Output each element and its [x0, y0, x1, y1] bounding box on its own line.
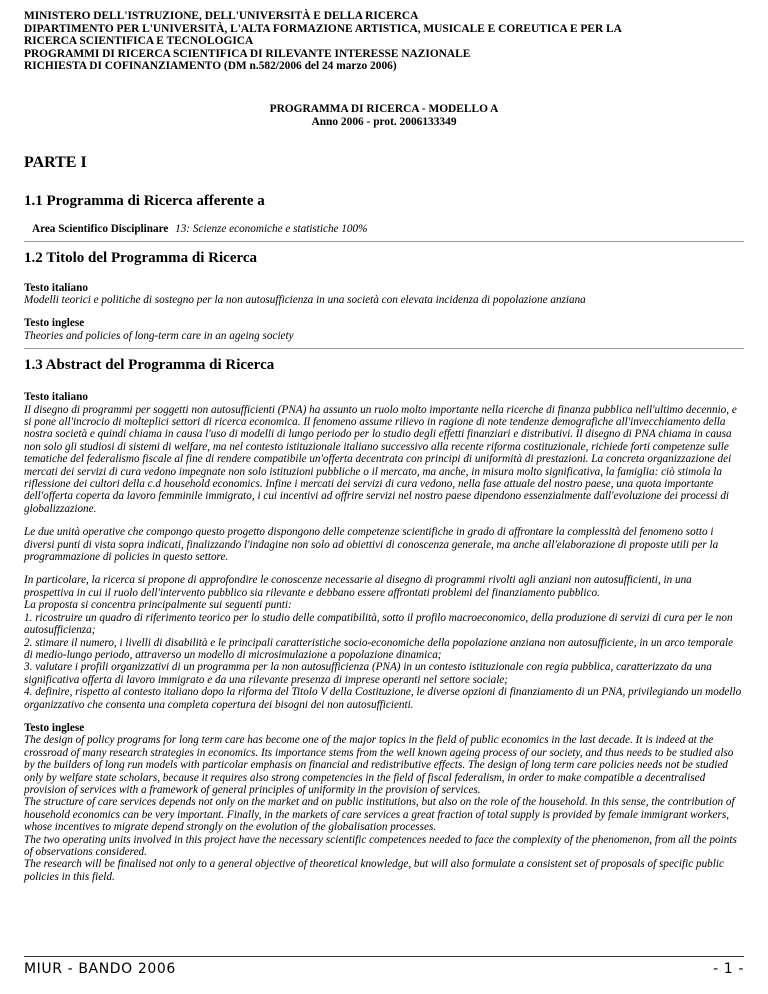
- abstract-en-line: The two operating units involved in this project have the necessary scientific competences needed to face the complexity of the phenomenon, from all the points of observations considered.: [24, 833, 737, 858]
- header-line: DIPARTIMENTO PER L'UNIVERSITÀ, L'ALTA FORMAZIONE ARTISTICA, MUSICALE E COREUTICA E PER LA: [24, 22, 622, 35]
- area-row: [24, 223, 744, 235]
- abstract-it-points: [24, 574, 744, 710]
- document-page: [24, 10, 744, 883]
- page-footer: [24, 956, 744, 977]
- abstract-en-line: The research will be finalised not only to a general objective of theoretical knowledge, but will also formulate a consistent set of proposals of specific public policies in this field.: [24, 858, 724, 883]
- page-number: - 1 -: [713, 961, 744, 977]
- abstract-it-line: 1. ricostruire un quadro di riferimento teorico per lo studio delle compatibilità, sotto il profilo macroeconomico, della produzione di servizi di cura per le non autosufficienza;: [24, 611, 733, 637]
- area-value: 13: Scienze economiche e statistiche 100%: [175, 223, 368, 236]
- abstract-it-line: In particolare, la ricerca si propone di approfondire le conoscenze necessarie al disegno di programmi rivolti agli anziani non autosufficienti, in una prospettiva in cui il ruolo dell'intervento pubblico sia rilevante e debbano essere affrontati problemi del finanziamento pubblico.: [24, 574, 692, 599]
- abstract-en-line: The design of policy programs for long term care has become one of the major topics in the field of public economics in the last decade. It is indeed at the crossroad of many research strategies in economics. Its importance stems from the well known ageing process of our society, and thus needs to be studied also by the builders of long run models with particolar emphasis on financial and redistributive effects. The design of long term care policies needs not be studied only by welfare state scholars, because it requires also strong competencies in the field of fiscal federalism, in order to make compatible a decentralised provision of services with a framework of general principles of uniformity in the provision of services.: [24, 734, 734, 796]
- abstract-it-line: 4. definire, rispetto al contesto italiano dopo la riforma del Titolo V della Costituzione, le diverse opzioni di finanziamento di un PNA, privilegiando un modello organizzativo che consenta una completa copertura dei bisogni dei non autosufficienti.: [24, 686, 742, 711]
- section-1-3-heading: 1.3 Abstract del Programma di Ricerca: [24, 357, 275, 374]
- header-line: RICHIESTA DI COFINANZIAMENTO (DM n.582/2006 del 24 marzo 2006): [24, 60, 397, 73]
- header-line: RICERCA SCIENTIFICA E TECNOLOGICA: [24, 35, 254, 48]
- abstract-it-paragraph: Le due unità operative che compongo questo progetto dispongono delle competenze scientifiche in grado di affrontare la complessità del fenomeno sotto i diversi punti di vista sopra indicati, finalizzando l'indagine non solo ad obiettivi di conoscenza generale, ma anche all'elaborazione di proposte utili per la programmazione di policies in questo settore.: [24, 526, 719, 564]
- title-it-text: Modelli teorici e politiche di sostegno per la non autosufficienza in una società con elevata incidenza di popolazione anziana: [24, 293, 586, 306]
- footer-divider: [24, 956, 744, 957]
- part-title: PARTE I: [24, 154, 87, 172]
- abstract-en-body: [24, 734, 744, 883]
- title-en-text: Theories and policies of long-term care in an ageing society: [24, 329, 294, 342]
- title-it-label: Testo italiano: [24, 281, 88, 294]
- abstract-en-line: The structure of care services depends not only on the market and on public institutions, but also on the role of the household. In this sense, the contribution of household economics can be very important. Finally, in the markets of care services a great fraction of total supply is provided by female immigrant workers, whose incentives to migrate depend strongly on the evolution of the globalisation processes.: [24, 796, 735, 834]
- abstract-it-paragraph: Il disegno di programmi per soggetti non autosufficienti (PNA) ha assunto un ruolo molto importante nella ricerche di finanza pubblica nell'ultimo decennio, e si pone all'incrocio di molteplici settori di ricerca economica. Il fenomeno assume rilievo in ragione di note tendenze demografiche all'invecchiamento della nostra società e quindi chiama in causa l'uso di modelli di lungo periodo per lo studio degli effetti finanziari e distributivi. Il disegno di PNA chiama in causa non solo gli studiosi di sistemi di welfare, ma nel contesto istituzionale italiano successivo alla recente riforma costituzionale, richiede forti competenze sulle tematiche del federalismo fiscale al fine di rendere compatibile un'offerta decentrata con principi di uniformità di prestazioni. La concreta organizzazione dei mercati dei servizi di cura vedono impegnate non solo istituzioni pubbliche o il mercato, ma anche, in misura molto significativa, la famiglia: ciò stimola la riflessione dei cultori della c.d household economics. Infine i mercati dei servizi di cura vedono, nella fase attuale del nostro paese, una quota importante dell'offerta coperta da lavoro femminile immigrato, i cui incentivi ad offrire servizi nel nostro paese dipendono essenzialmente dall'evoluzione dei processi di globalizzazione.: [24, 403, 737, 515]
- program-title: PROGRAMMA DI RICERCA - MODELLO A: [269, 102, 499, 115]
- abstract-it-line: 2. stimare il numero, i livelli di disabilità e le principali caratteristiche socio-economiche della popolazione anziana non autosufficiente, in un arco temporale di medio-lungo periodo, attraverso un modello di microsimulazione a popolazione dinamica;: [24, 636, 734, 661]
- section-divider: [24, 348, 744, 349]
- abstract-it-line: La proposta si concentra principalmente sui seguenti punti:: [24, 599, 292, 612]
- ministry-header: [24, 10, 744, 73]
- footer-label: MIUR - BANDO 2006: [24, 961, 176, 977]
- abstract-it-label: Testo italiano: [24, 391, 88, 404]
- abstract-en-label: Testo inglese: [24, 721, 85, 734]
- title-en-label: Testo inglese: [24, 317, 85, 330]
- header-line: MINISTERO DELL'ISTRUZIONE, DELL'UNIVERSITÀ E DELLA RICERCA: [24, 10, 419, 22]
- program-year-prot: Anno 2006 - prot. 2006133349: [311, 115, 457, 128]
- section-divider: [24, 241, 744, 242]
- program-title-block: [24, 103, 744, 128]
- section-1-1-heading: 1.1 Programma di Ricerca afferente a: [24, 193, 265, 210]
- area-label: Area Scientifico Disciplinare: [32, 223, 169, 236]
- header-line: PROGRAMMI DI RICERCA SCIENTIFICA DI RILEVANTE INTERESSE NAZIONALE: [24, 47, 471, 60]
- section-1-2-heading: 1.2 Titolo del Programma di Ricerca: [24, 249, 258, 266]
- abstract-it-line: 3. valutare i profili organizzativi di un programma per la non autosufficienza (PNA) in un contesto istituzionale con regia pubblica, caratterizzato da una significativa offerta di lavoro immigrato e da una rilevante presenza di imprese operanti nel settore sociale;: [24, 661, 712, 686]
